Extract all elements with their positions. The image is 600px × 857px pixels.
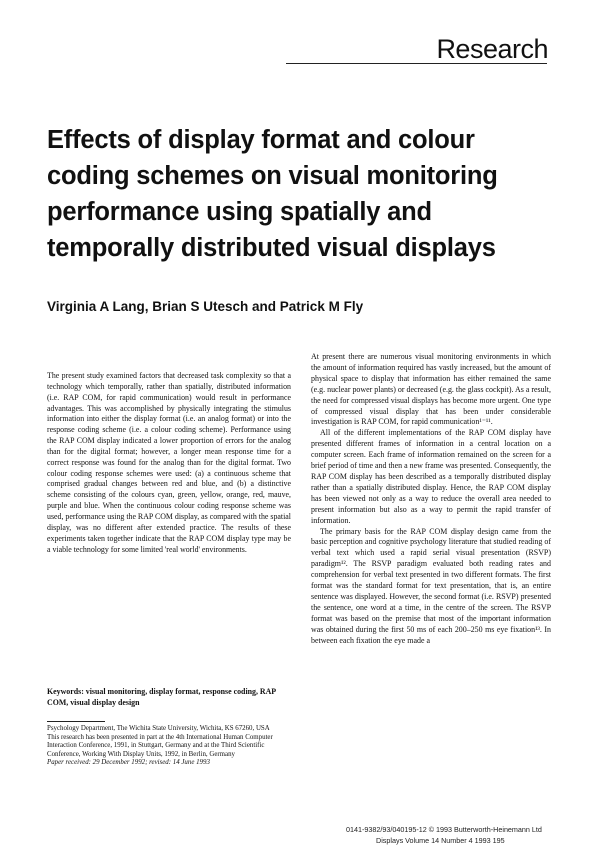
footnote-rule	[47, 721, 105, 722]
presentation-note: This research has been presented in part at the 4th International Human Computer Interaction Conference, 1991, in Stuttgart, Germany and at the Third Scientific Conference, Working With Display Units, 1992, in Berlin, Germany	[47, 733, 273, 758]
journal-line: Displays Volume 14 Number 4 1993 195	[376, 836, 505, 845]
title-line: coding schemes on visual monitoring	[47, 162, 498, 190]
title-line: temporally distributed visual displays	[47, 234, 496, 262]
title-line: performance using spatially and	[47, 198, 432, 226]
body-paragraph: At present there are numerous visual monitoring environments in which the amount of information required has vastly increased, but the amount of physical space to display that information has either remained the same (e.g. nuclear power plants) or decreased (e.g. the glass cockpit). As a result, the need for compressed visual displays has become more urgent. One type of compressed visual display that has been under considerable investigation is RAP COM, for rapid communication¹⁻¹¹.	[311, 352, 551, 427]
author-list: Virginia A Lang, Brian S Utesch and Patrick M Fly	[47, 299, 364, 314]
abstract: The present study examined factors that decreased task complexity so that a technology which temporally, rather than spatially, distributed information (i.e. RAP COM, for rapid communication) would result in performance advantages. This was accomplished by physically integrating the stimulus information into either the display format (i.e. an analog format) or into the response coding scheme (i.e. a colour coding scheme). Performance using the RAP COM display indicated a lower proportion of errors for the analog than for the digital format; however, a longer mean response time for a correct response was found for the analog than for the digital format. Two colour coding response schemes were used: (a) a continuous scheme that comprised gradual changes between red and blue, and (b) a distinctive scheme consisting of the colours cyan, green, yellow, orange, red, mauve, purple and blue. When the continuous colour coding response scheme was used, performance using the RAP COM display, as compared with the spatial display, was no different after extended practice. The results of these experiments taken together indicate that the RAP COM display type may be a viable technology for some limited 'real world' environments.	[47, 371, 291, 554]
issn-line: 0141-9382/93/040195-12 © 1993 Butterworth-Heinemann Ltd	[346, 825, 542, 834]
body-text	[311, 352, 551, 646]
section-label: Research	[436, 34, 548, 64]
title-line: Effects of display format and colour	[47, 126, 475, 154]
received-dates: Paper received: 29 December 1992; revised: 14 June 1993	[47, 759, 210, 766]
keywords: Keywords: visual monitoring, display format, response coding, RAP COM, visual display design	[47, 687, 276, 707]
article-title	[47, 122, 567, 266]
body-paragraph: The primary basis for the RAP COM display design came from the basic perception and cognitive psychology literature that studied reading of verbal text which used a rapid serial visual presentation (RSVP) paradigm¹². The RSVP paradigm evaluated both reading rates and comprehension for verbal text presented in two different formats. The first format was the standard format for text presentation, that is, an entire sentence was displayed. However, the second format (i.e. RSVP) presented the sentence, one word at a time, in the centre of the screen. The RSVP format was based on the premise that most of the important information was obtained during the first 50 ms of each 200–250 ms eye fixation¹³. In between each fixation the eye made a	[311, 526, 551, 645]
footnotes	[47, 725, 291, 768]
affiliation: Psychology Department, The Wichita State University, Wichita, KS 67260, USA	[47, 725, 270, 732]
body-paragraph: All of the different implementations of the RAP COM display have presented different frames of information in a central location on a computer screen. Each frame of information remained on the screen for a brief period of time and then a new frame was presented. Consequently, the RAP COM display has been described as a temporally distributed display rather than a spatially distributed display. Hence, the RAP COM display has been viewed not only as a way to reduce the overall area needed to present information but also as a way to permit the rapid transfer of information.	[311, 428, 551, 525]
